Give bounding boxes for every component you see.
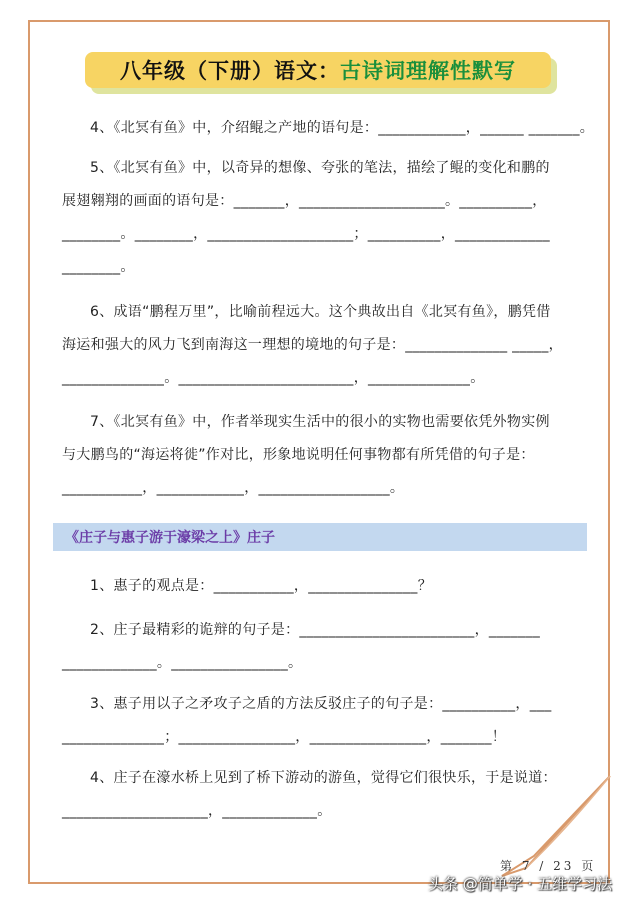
question-6 xyxy=(62,296,578,395)
section-header xyxy=(53,523,587,551)
question-line: 海运和强大的风力飞到南海这一理想的境地的句子是：______________ _____， xyxy=(62,337,563,353)
question-7 xyxy=(62,406,578,505)
zhuangzi-question-3 xyxy=(62,688,578,754)
question-line: ____________________，_____________。 xyxy=(62,803,332,819)
question-line: 展翅翱翔的画面的语句是：_______，____________________。__________， xyxy=(62,193,547,209)
question-line: 3、惠子用以子之矛攻子之盾的方法反驳庄子的句子是：__________，___ xyxy=(90,696,552,712)
title-main-text: 八年级（下册）语文： xyxy=(120,59,340,83)
question-line: 2、庄子最精彩的诡辩的句子是：________________________，_______ xyxy=(90,622,541,638)
section-title: 《庄子与惠子游于濠梁之上》庄子 xyxy=(65,530,275,546)
question-line: 5、《北冥有鱼》中，以奇异的想像、夸张的笔法，描绘了鲲的变化和鹏的 xyxy=(90,160,550,176)
question-line: ___________，____________，__________________。 xyxy=(62,480,405,496)
question-line: 4、《北冥有鱼》中，介绍鲲之产地的语句是：____________，______ _______。 xyxy=(90,120,595,136)
page-number: 第 7 / 23 页 xyxy=(500,859,597,873)
question-line: ______________；________________，________________，_______！ xyxy=(62,729,507,745)
title-accent-text: 古诗词理解性默写 xyxy=(340,59,516,83)
question-line: 与大鹏鸟的“海运将徙”作对比，形象地说明任何事物都有所凭借的句子是： xyxy=(62,447,535,463)
question-line: 6、成语“鹏程万里”，比喻前程远大。这个典故出自《北冥有鱼》，鹏凭借 xyxy=(90,304,551,320)
question-line: ______________。________________________，______________。 xyxy=(62,370,485,386)
question-line: 1、惠子的观点是：___________，_______________？ xyxy=(90,578,433,594)
question-line: ________。________，____________________；__________，_____________ xyxy=(62,226,550,242)
question-line: ________。 xyxy=(62,259,135,275)
page-title xyxy=(85,52,551,88)
question-line: 7、《北冥有鱼》中，作者举现实生活中的很小的实物也需要依凭外物实例 xyxy=(90,414,550,430)
question-line: 4、庄子在濠水桥上见到了桥下游动的游鱼，觉得它们很快乐，于是说道： xyxy=(90,770,557,786)
title-banner xyxy=(85,52,557,92)
watermark-text: 头条 @简单学 · 五维学习法 xyxy=(428,875,613,893)
question-4 xyxy=(62,112,595,145)
zhuangzi-question-2 xyxy=(62,614,578,680)
zhuangzi-question-1 xyxy=(62,570,578,603)
question-line: _____________。________________。 xyxy=(62,655,303,671)
question-5 xyxy=(62,152,578,284)
